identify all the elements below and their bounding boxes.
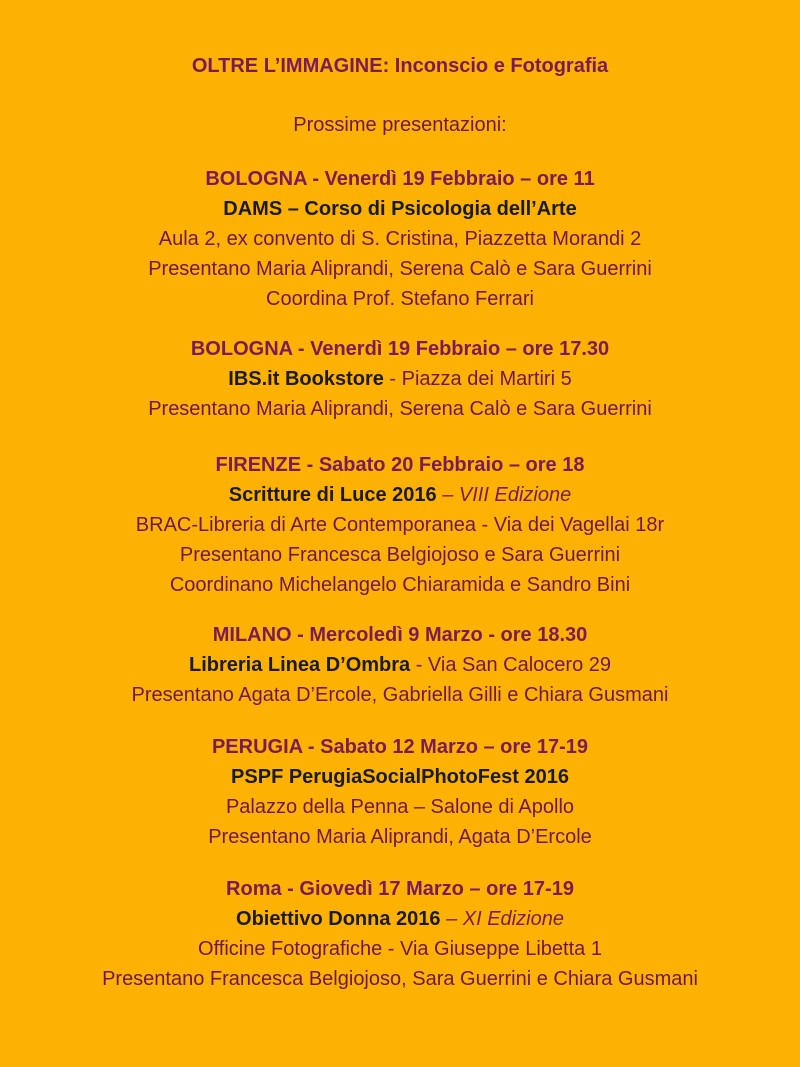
event-venue-suffix: - Via San Calocero 29	[410, 654, 612, 676]
event-venue: Libreria Linea D’Ombra	[188, 654, 411, 676]
event-detail: Coordinano Michelangelo Chiaramida e Sandro Bini	[169, 574, 631, 596]
event-heading: MILANO - Mercoledì 9 Marzo - ore 18.30	[212, 624, 588, 646]
event-venue-line	[0, 480, 800, 510]
event-detail: Officine Fotografiche - Via Giuseppe Libetta 1	[198, 938, 602, 960]
event-venue: Obiettivo Donna 2016	[236, 908, 441, 930]
event-detail: Aula 2, ex convento di S. Cristina, Piazzetta Morandi 2	[158, 228, 642, 250]
event-venue: PSPF PerugiaSocialPhotoFest 2016	[231, 766, 569, 788]
event-heading: PERUGIA - Sabato 12 Marzo – ore 17-19	[211, 736, 589, 758]
event-venue: IBS.it Bookstore	[228, 368, 384, 390]
event-venue-line	[0, 904, 800, 934]
event-detail: Presentano Francesca Belgiojoso e Sara Guerrini	[179, 544, 621, 566]
event-detail: Presentano Agata D’Ercole, Gabriella Gilli e Chiara Gusmani	[131, 684, 669, 706]
event-venue-line	[0, 650, 800, 680]
event-venue-line	[0, 364, 800, 394]
event-detail: Presentano Maria Aliprandi, Serena Calò e Sara Guerrini	[148, 398, 652, 420]
event-venue-line	[0, 762, 800, 792]
event-edition: – VIII Edizione	[436, 484, 572, 506]
flyer-subtitle: Prossime presentazioni:	[293, 114, 507, 136]
event-detail: Presentano Francesca Belgiojoso, Sara Guerrini e Chiara Gusmani	[102, 968, 698, 990]
event-detail: BRAC-Libreria di Arte Contemporanea - Via dei Vagellai 18r	[135, 514, 665, 536]
event-detail: Presentano Maria Aliprandi, Agata D’Ercole	[208, 826, 592, 848]
event-bologna-morning	[0, 164, 800, 314]
event-venue-suffix: - Piazza dei Martiri 5	[383, 368, 572, 390]
flyer-title: OLTRE L’IMMAGINE: Inconscio e Fotografia	[191, 55, 609, 77]
event-firenze	[0, 450, 800, 600]
event-heading: BOLOGNA - Venerdì 19 Febbraio – ore 11	[205, 168, 595, 190]
event-detail: Presentano Maria Aliprandi, Serena Calò e Sara Guerrini	[148, 258, 652, 280]
event-venue: Scritture di Luce 2016	[228, 484, 437, 506]
event-roma	[0, 874, 800, 994]
event-venue: DAMS – Corso di Psicologia dell’Arte	[223, 198, 577, 220]
event-edition: – XI Edizione	[440, 908, 564, 930]
event-detail: Palazzo della Penna – Salone di Apollo	[225, 796, 575, 818]
event-heading: FIRENZE - Sabato 20 Febbraio – ore 18	[215, 454, 585, 476]
event-bologna-evening	[0, 334, 800, 424]
event-detail: Coordina Prof. Stefano Ferrari	[266, 288, 534, 310]
event-milano	[0, 620, 800, 710]
event-heading: Roma - Giovedì 17 Marzo – ore 17-19	[226, 878, 574, 900]
event-venue-line	[0, 194, 800, 224]
event-heading: BOLOGNA - Venerdì 19 Febbraio – ore 17.30	[190, 338, 610, 360]
event-perugia	[0, 732, 800, 852]
